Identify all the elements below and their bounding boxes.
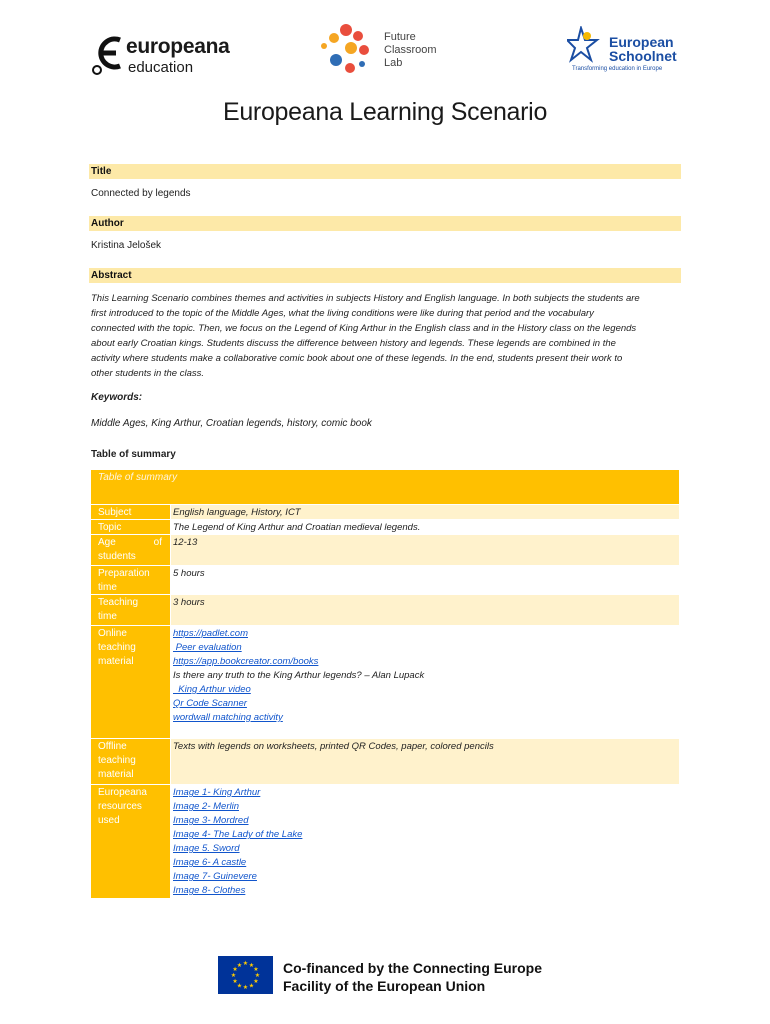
offline-material-value: Texts with legends on worksheets, printed QR Codes, paper, colored pencils: [171, 739, 679, 784]
image-link-sword[interactable]: Image 5. Sword: [173, 843, 240, 854]
europeana-education-logo: [90, 30, 240, 78]
eu-flag-icon: [218, 956, 273, 994]
online-label-line-2: teaching: [98, 642, 136, 653]
online-material-label: [91, 626, 170, 738]
qr-code-scanner-link[interactable]: Qr Code Scanner: [173, 698, 247, 709]
teaching-time-value: 3 hours: [171, 595, 679, 625]
abstract-line: This Learning Scenario combines themes and activities in subjects History and English language. In both subjects the students are: [91, 293, 640, 304]
king-arthur-video-link[interactable]: King Arthur video: [173, 684, 251, 695]
abstract-line: first introduced to the topic of the Middle Ages, what the living conditions were like during that period and the vocabulary: [91, 308, 594, 319]
schoolnet-line-1: European: [609, 34, 674, 50]
eu-star-icon: ★: [242, 961, 249, 968]
eu-star-icon: ★: [248, 983, 255, 990]
eu-star-icon: ★: [254, 973, 261, 980]
image-link-merlin[interactable]: Image 2- Merlin: [173, 801, 239, 812]
eu-cofinanced-text: [283, 959, 542, 995]
padlet-link[interactable]: https://padlet.com: [173, 628, 248, 639]
schoolnet-tagline: Transforming education in Europe: [572, 66, 663, 72]
image-link-guinevere[interactable]: Image 7- Guinevere: [173, 871, 257, 882]
resources-label-line-3: used: [98, 815, 120, 826]
future-classroom-lab-text: [384, 31, 437, 70]
europeana-logo-text: europeana: [126, 35, 230, 58]
teaching-time-label: [91, 595, 170, 625]
eu-star-icon: ★: [236, 983, 243, 990]
document-title: Europeana Learning Scenario: [222, 98, 548, 126]
offline-label-line-2: teaching: [98, 755, 136, 766]
preparation-time-label: [91, 566, 170, 594]
summary-table-caption: Table of summary: [91, 470, 679, 504]
education-logo-text: education: [128, 59, 194, 76]
schoolnet-line-2: Schoolnet: [609, 48, 677, 64]
summary-table: [89, 470, 681, 898]
preparation-time-value: 5 hours: [171, 566, 679, 594]
fcl-line-1: Future: [384, 31, 416, 43]
image-link-castle[interactable]: Image 6- A castle: [173, 857, 247, 868]
age-label: [91, 535, 170, 565]
resources-label-line-2: resources: [98, 801, 142, 812]
europeana-resources-label: [91, 785, 170, 898]
eu-star-icon: ★: [253, 967, 259, 974]
resources-label-line-1: Europeana: [98, 787, 147, 798]
author-value: Kristina Jelošek: [91, 240, 162, 251]
wordwall-activity-link[interactable]: wordwall matching activity: [173, 712, 283, 723]
summary-section-header: Table of summary: [91, 449, 176, 460]
eu-star-icon: ★: [253, 979, 259, 986]
age-label-line-2: students: [98, 551, 136, 562]
article-reference: Is there any truth to the King Arthur legends? – Alan Lupack: [173, 670, 425, 681]
prep-label-line-1: Preparation: [98, 568, 150, 579]
future-classroom-lab-icon: [318, 22, 380, 80]
image-link-lady-of-the-lake[interactable]: Image 4- The Lady of the Lake: [173, 829, 303, 840]
subject-label: Subject: [91, 505, 170, 519]
teaching-label-line-1: Teaching: [98, 597, 139, 608]
fcl-line-3: Lab: [384, 57, 403, 69]
online-label-line-1: Online: [98, 628, 127, 639]
subject-value: English language, History, ICT: [171, 505, 679, 519]
peer-evaluation-link[interactable]: Peer evaluation: [173, 642, 242, 653]
offline-label-line-3: material: [98, 769, 134, 780]
offline-material-label: [91, 739, 170, 784]
footer-line-1: Co-financed by the Connecting Europe: [283, 960, 543, 976]
image-link-king-arthur[interactable]: Image 1- King Arthur: [173, 787, 261, 798]
teaching-label-line-2: time: [98, 611, 117, 622]
keywords-label: Keywords:: [91, 392, 143, 403]
eu-stars-icon: [218, 956, 273, 994]
abstract-line: connected with the topic. Then, we focus on the Legend of King Arthur in the English class and in the History class on the legends: [91, 323, 637, 334]
abstract-line: other students in the class.: [91, 368, 205, 379]
future-classroom-lab-logo: [318, 22, 448, 82]
abstract-line: about early Croatian kings. Students discuss the difference between history and legends. These legends are combined in the: [91, 338, 616, 349]
online-label-line-3: material: [98, 656, 134, 667]
title-value: Connected by legends: [91, 188, 191, 199]
online-material-value: [171, 626, 679, 738]
title-section-header: Title: [89, 164, 681, 179]
topic-value: The Legend of King Arthur and Croatian medieval legends.: [171, 520, 679, 534]
schoolnet-star-icon: [567, 26, 603, 70]
eu-star-icon: ★: [232, 979, 238, 986]
europeana-resources-value: [171, 785, 679, 898]
abstract-section-header: Abstract: [89, 268, 681, 283]
eu-star-icon: ★: [232, 967, 238, 974]
eu-star-icon: ★: [236, 962, 243, 969]
eu-star-icon: ★: [248, 962, 255, 969]
author-section-header: Author: [89, 216, 681, 231]
european-schoolnet-logo: [567, 26, 687, 76]
age-value: 12-13: [171, 535, 679, 565]
bookcreator-link[interactable]: https://app.bookcreator.com/books: [173, 656, 319, 667]
abstract-text: [91, 291, 680, 381]
eu-star-icon: ★: [242, 985, 249, 992]
topic-label: Topic: [91, 520, 170, 534]
keywords-value: Middle Ages, King Arthur, Croatian legends, history, comic book: [91, 418, 372, 429]
abstract-line: activity where students make a collaborative comic book about one of these legends. In the end, students present their work to: [91, 353, 623, 364]
image-link-mordred[interactable]: Image 3- Mordred: [173, 815, 249, 826]
prep-label-line-2: time: [98, 582, 117, 593]
fcl-line-2: Classroom: [384, 44, 437, 56]
image-link-clothes[interactable]: Image 8- Clothes: [173, 885, 246, 896]
offline-label-line-1: Offline: [98, 741, 127, 752]
footer-line-2: Facility of the European Union: [283, 978, 486, 994]
eu-star-icon: ★: [230, 973, 237, 980]
age-label-line-1: Age of: [98, 537, 162, 548]
